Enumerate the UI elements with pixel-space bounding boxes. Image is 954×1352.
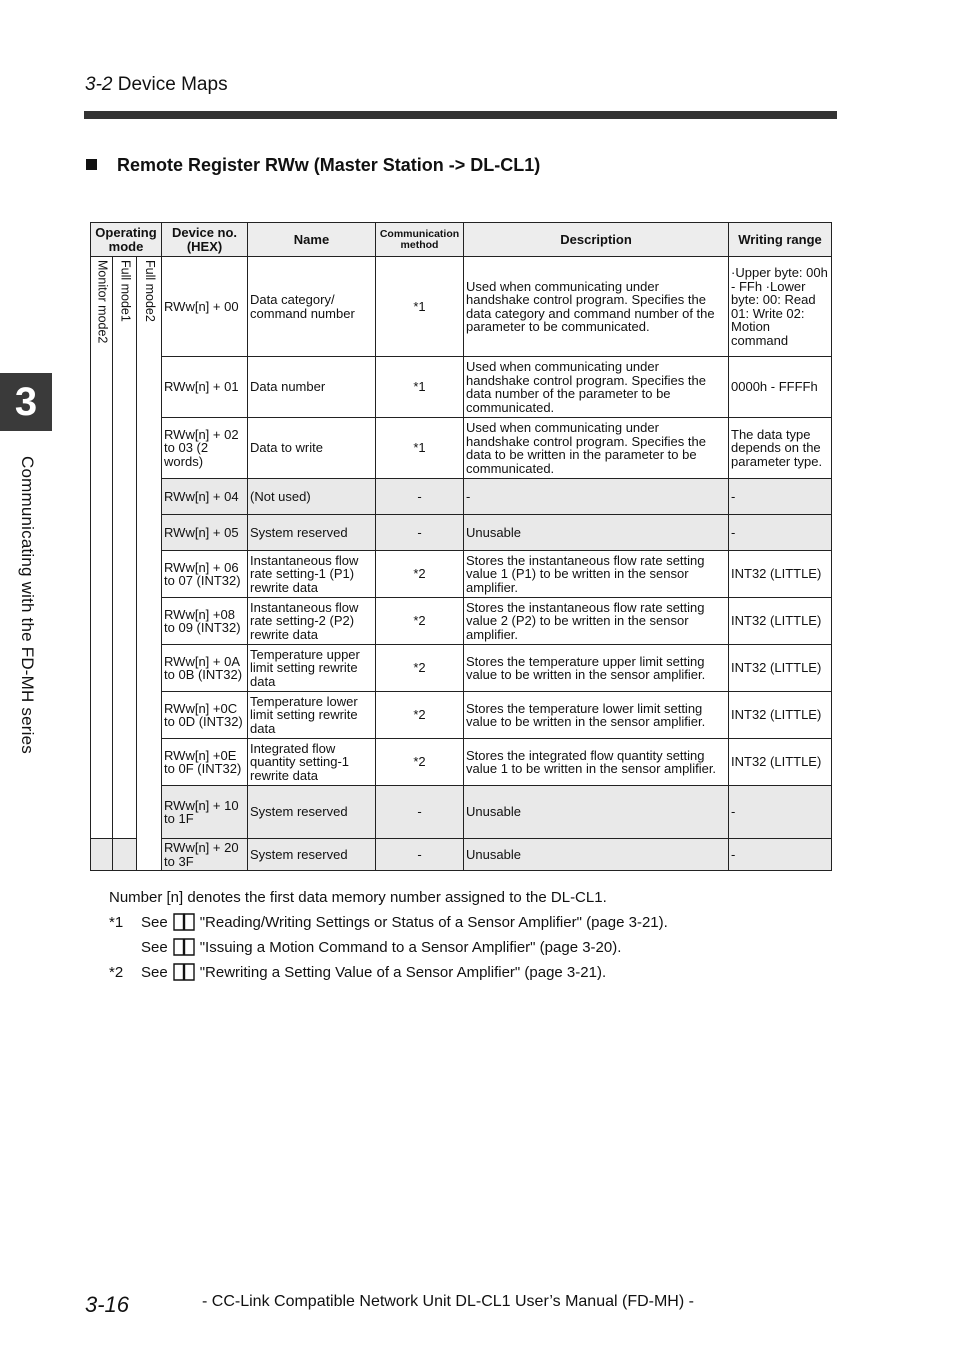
section-number: 3-2 <box>85 74 113 95</box>
table-row <box>91 645 832 692</box>
see-label: See <box>141 914 168 931</box>
device-cell: RWw[n] + 00 <box>162 257 248 357</box>
method-cell: *2 <box>376 739 464 786</box>
header-name: Name <box>248 223 376 257</box>
range-cell: - <box>729 786 832 839</box>
mode-monitor2: Monitor mode2 <box>91 257 113 839</box>
note-marker: *1 <box>109 914 124 931</box>
range-cell: - <box>729 839 832 871</box>
name-cell: Data number <box>248 357 376 418</box>
device-cell: RWw[n] + 10 to 1F <box>162 786 248 839</box>
device-cell: RWw[n] + 04 <box>162 479 248 515</box>
table-row <box>91 598 832 645</box>
note-1b-text: "Issuing a Motion Command to a Sensor Amplifier" (page 3-20). <box>199 939 622 956</box>
description-cell: Stores the instantaneous flow rate setting value 1 (P1) to be written in the sensor amplifier. <box>464 551 729 598</box>
header-description: Description <box>464 223 729 257</box>
range-cell: INT32 (LITTLE) <box>729 551 832 598</box>
range-cell: INT32 (LITTLE) <box>729 598 832 645</box>
header-device-no: Device no. (HEX) <box>162 223 248 257</box>
range-cell: INT32 (LITTLE) <box>729 645 832 692</box>
method-cell: - <box>376 786 464 839</box>
description-cell: Stores the instantaneous flow rate setting value 2 (P2) to be written in the sensor amplifier. <box>464 598 729 645</box>
description-cell: Stores the integrated flow quantity setting value 1 to be written in the sensor amplifier. <box>464 739 729 786</box>
header-operating-mode: Operating mode <box>91 223 162 257</box>
table-row <box>91 515 832 551</box>
description-cell: - <box>464 479 729 515</box>
note-1a <box>109 910 668 935</box>
header-rule <box>84 111 837 119</box>
note-intro: Number [n] denotes the first data memory number assigned to the DL-CL1. <box>109 889 607 906</box>
table-row <box>91 357 832 418</box>
page-number: 3-16 <box>85 1292 130 1317</box>
chapter-tab: 3 <box>0 373 52 431</box>
note-2 <box>109 960 668 985</box>
book-icon <box>172 912 196 931</box>
mode-empty-cell <box>91 839 113 871</box>
description-cell: Used when communicating under handshake control program. Specifies the data number of the parameter to be communicated. <box>464 357 729 418</box>
note-2-text: "Rewriting a Setting Value of a Sensor Amplifier" (page 3-21). <box>199 964 607 981</box>
note-1b <box>109 935 668 960</box>
description-cell: Unusable <box>464 515 729 551</box>
device-cell: RWw[n] + 0A to 0B (INT32) <box>162 645 248 692</box>
mode-full2: Full mode2 <box>137 257 162 871</box>
register-table <box>90 222 832 871</box>
device-cell: RWw[n] +0E to 0F (INT32) <box>162 739 248 786</box>
table-row <box>91 839 832 871</box>
section-name: Device Maps <box>117 74 228 95</box>
device-cell: RWw[n] + 01 <box>162 357 248 418</box>
name-cell: Data to write <box>248 418 376 479</box>
footer-title: - CC-Link Compatible Network Unit DL-CL1 User’s Manual (FD-MH) - <box>202 1293 694 1310</box>
name-cell: Temperature upper limit setting rewrite data <box>248 645 376 692</box>
table-row <box>91 479 832 515</box>
table-row <box>91 692 832 739</box>
name-cell: System reserved <box>248 786 376 839</box>
method-cell: *2 <box>376 598 464 645</box>
description-cell: Stores the temperature lower limit setting value to be written in the sensor amplifier. <box>464 692 729 739</box>
name-cell: (Not used) <box>248 479 376 515</box>
range-cell: ·Upper byte: 00h - FFh ·Lower byte: 00: Read 01: Write 02: Motion command <box>729 257 832 357</box>
description-cell: Used when communicating under handshake control program. Specifies the data category and command number of the parameter to be communicated. <box>464 257 729 357</box>
method-cell: *1 <box>376 257 464 357</box>
method-cell: *1 <box>376 418 464 479</box>
table-row <box>91 739 832 786</box>
see-label: See <box>141 964 168 981</box>
name-cell: Temperature lower limit setting rewrite data <box>248 692 376 739</box>
method-cell: *1 <box>376 357 464 418</box>
range-cell: INT32 (LITTLE) <box>729 692 832 739</box>
device-cell: RWw[n] + 05 <box>162 515 248 551</box>
method-cell: *2 <box>376 692 464 739</box>
name-cell: Integrated flow quantity setting-1 rewrite data <box>248 739 376 786</box>
range-cell: 0000h - FFFFh <box>729 357 832 418</box>
device-cell: RWw[n] + 02 to 03 (2 words) <box>162 418 248 479</box>
table-row <box>91 786 832 839</box>
note-marker: *2 <box>109 964 124 981</box>
device-cell: RWw[n] + 20 to 3F <box>162 839 248 871</box>
description-cell: Stores the temperature upper limit setting value to be written in the sensor amplifier. <box>464 645 729 692</box>
mode-empty-cell <box>113 839 137 871</box>
method-cell: - <box>376 515 464 551</box>
device-cell: RWw[n] + 06 to 07 (INT32) <box>162 551 248 598</box>
name-cell: System reserved <box>248 839 376 871</box>
description-cell: Used when communicating under handshake control program. Specifies the data to be written in the parameter to be communicated. <box>464 418 729 479</box>
device-cell: RWw[n] +0C to 0D (INT32) <box>162 692 248 739</box>
range-cell: - <box>729 515 832 551</box>
table-row <box>91 257 832 357</box>
method-cell: *2 <box>376 551 464 598</box>
range-cell: INT32 (LITTLE) <box>729 739 832 786</box>
description-cell: Unusable <box>464 786 729 839</box>
header-writing-range: Writing range <box>729 223 832 257</box>
table-row <box>91 418 832 479</box>
square-bullet-icon <box>86 159 97 170</box>
section-heading-text: Remote Register RWw (Master Station -> DL-CL1) <box>117 155 541 175</box>
note-1a-text: "Reading/Writing Settings or Status of a Sensor Amplifier" (page 3-21). <box>199 914 668 931</box>
table-row <box>91 551 832 598</box>
method-cell: *2 <box>376 645 464 692</box>
see-label: See <box>141 939 168 956</box>
table-header-row <box>91 223 832 257</box>
name-cell: Instantaneous flow rate setting-1 (P1) rewrite data <box>248 551 376 598</box>
header-communication-method: Communication method <box>376 223 464 257</box>
range-cell: The data type depends on the parameter type. <box>729 418 832 479</box>
section-heading <box>86 155 540 176</box>
device-cell: RWw[n] +08 to 09 (INT32) <box>162 598 248 645</box>
name-cell: Data category/ command number <box>248 257 376 357</box>
range-cell: - <box>729 479 832 515</box>
running-header <box>85 74 228 96</box>
description-cell: Unusable <box>464 839 729 871</box>
name-cell: System reserved <box>248 515 376 551</box>
book-icon <box>172 962 196 981</box>
chapter-side-title: Communicating with the FD-MH series <box>18 456 37 754</box>
mode-full1: Full mode1 <box>113 257 137 839</box>
method-cell: - <box>376 479 464 515</box>
name-cell: Instantaneous flow rate setting-2 (P2) rewrite data <box>248 598 376 645</box>
table-notes <box>109 885 668 985</box>
book-icon <box>172 937 196 956</box>
method-cell: - <box>376 839 464 871</box>
